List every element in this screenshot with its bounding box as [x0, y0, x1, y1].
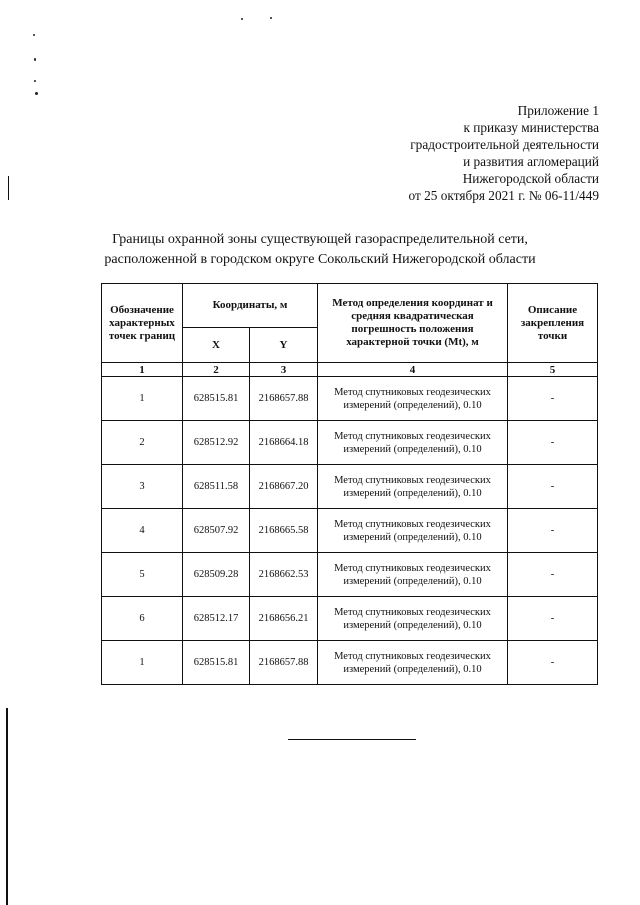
appendix-line: и развития агломераций — [463, 154, 599, 169]
cell-description: - — [508, 377, 598, 421]
header-description: Описание закрепления точки — [508, 284, 598, 363]
cell-x: 628507.92 — [183, 509, 250, 553]
column-number: 3 — [250, 363, 318, 377]
coordinates-table — [101, 283, 598, 685]
scan-speck — [241, 18, 243, 20]
scan-edge-mark — [8, 176, 9, 200]
appendix-line: Приложение 1 — [517, 103, 599, 118]
column-number: 2 — [183, 363, 250, 377]
cell-description: - — [508, 421, 598, 465]
cell-description: - — [508, 597, 598, 641]
scan-edge-mark — [6, 708, 8, 905]
cell-method: Метод спутниковых геодезических измерений (определений), 0.10 — [318, 553, 508, 597]
table-row — [102, 597, 598, 641]
cell-description: - — [508, 641, 598, 685]
appendix-line: к приказу министерства — [463, 120, 599, 135]
scan-speck — [270, 17, 272, 19]
scan-speck — [35, 92, 38, 95]
cell-x: 628511.58 — [183, 465, 250, 509]
cell-point: 4 — [102, 509, 183, 553]
appendix-line: градостроительной деятельности — [410, 137, 599, 152]
header-method: Метод определения координат и средняя квадратическая погрешность положения характерной точки (Mt), м — [318, 284, 508, 363]
cell-y: 2168656.21 — [250, 597, 318, 641]
cell-description: - — [508, 465, 598, 509]
cell-description: - — [508, 509, 598, 553]
table-row — [102, 641, 598, 685]
title-line-1: Границы охранной зоны существующей газораспределительной сети, — [112, 232, 528, 247]
cell-point: 3 — [102, 465, 183, 509]
header-y: Y — [250, 328, 318, 363]
scan-speck — [34, 58, 36, 61]
table-row — [102, 553, 598, 597]
cell-point: 6 — [102, 597, 183, 641]
cell-y: 2168667.20 — [250, 465, 318, 509]
cell-x: 628512.17 — [183, 597, 250, 641]
cell-method: Метод спутниковых геодезических измерений (определений), 0.10 — [318, 509, 508, 553]
table-row — [102, 377, 598, 421]
cell-method: Метод спутниковых геодезических измерений (определений), 0.10 — [318, 597, 508, 641]
header-coordinates: Координаты, м — [183, 284, 318, 328]
cell-y: 2168657.88 — [250, 641, 318, 685]
header-point: Обозначение характерных точек границ — [102, 284, 183, 363]
column-number: 4 — [318, 363, 508, 377]
table-row — [102, 421, 598, 465]
cell-y: 2168657.88 — [250, 377, 318, 421]
cell-y: 2168662.53 — [250, 553, 318, 597]
cell-x: 628515.81 — [183, 641, 250, 685]
cell-method: Метод спутниковых геодезических измерений (определений), 0.10 — [318, 641, 508, 685]
title-line-2: расположенной в городском округе Сокольский Нижегородской области — [104, 252, 536, 267]
cell-x: 628512.92 — [183, 421, 250, 465]
cell-point: 5 — [102, 553, 183, 597]
scan-speck — [33, 34, 35, 36]
document-title — [0, 230, 640, 270]
cell-method: Метод спутниковых геодезических измерений (определений), 0.10 — [318, 421, 508, 465]
header-x: X — [183, 328, 250, 363]
cell-x: 628515.81 — [183, 377, 250, 421]
scan-speck — [34, 80, 36, 82]
cell-y: 2168665.58 — [250, 509, 318, 553]
end-divider — [288, 739, 416, 740]
appendix-line: Нижегородской области — [462, 171, 599, 186]
cell-point: 1 — [102, 377, 183, 421]
cell-method: Метод спутниковых геодезических измерений (определений), 0.10 — [318, 377, 508, 421]
cell-point: 1 — [102, 641, 183, 685]
cell-x: 628509.28 — [183, 553, 250, 597]
cell-y: 2168664.18 — [250, 421, 318, 465]
column-number: 1 — [102, 363, 183, 377]
cell-description: - — [508, 553, 598, 597]
cell-point: 2 — [102, 421, 183, 465]
cell-method: Метод спутниковых геодезических измерений (определений), 0.10 — [318, 465, 508, 509]
table-row — [102, 465, 598, 509]
appendix-line: от 25 октября 2021 г. № 06-11/449 — [408, 188, 599, 203]
appendix-block — [409, 102, 599, 204]
column-number: 5 — [508, 363, 598, 377]
table-row — [102, 509, 598, 553]
